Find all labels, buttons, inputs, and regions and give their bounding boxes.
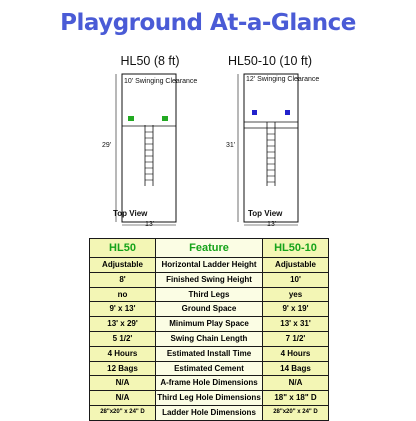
cell-hl50-10: 9' x 19'	[263, 302, 329, 317]
cell-hl50-10: 14 Bags	[263, 361, 329, 376]
cell-feature: Third Leg Hole Dimensions	[156, 391, 263, 406]
clearance-text-hl50: 10' Swinging Clearance	[124, 78, 198, 85]
view-text-hl50: Top View	[113, 209, 148, 218]
cell-feature: Ground Space	[156, 302, 263, 317]
cell-feature: Estimated Install Time	[156, 346, 263, 361]
table-row	[90, 287, 329, 302]
cell-hl50: Adjustable	[90, 258, 156, 273]
cell-hl50-10: 10'	[263, 272, 329, 287]
cell-hl50: N/A	[90, 391, 156, 406]
table-row	[90, 302, 329, 317]
header-hl50-10: HL50-10	[263, 239, 329, 258]
table-row	[90, 258, 329, 273]
cell-feature: Minimum Play Space	[156, 317, 263, 332]
view-text-hl50-10: Top View	[248, 209, 283, 218]
cell-hl50-10: 18" x 18" D	[263, 391, 329, 406]
clearance-text-hl50-10: 12' Swinging Clearance	[246, 76, 320, 83]
cell-feature: Ladder Hole Dimensions	[156, 405, 263, 420]
cell-hl50: 12 Bags	[90, 361, 156, 376]
table-row	[90, 346, 329, 361]
cell-hl50-10: 13' x 31'	[263, 317, 329, 332]
cell-feature: Horizontal Ladder Height	[156, 258, 263, 273]
plan-label-hl50: HL50 (8 ft)	[120, 54, 180, 68]
cell-hl50: no	[90, 287, 156, 302]
header-hl50: HL50	[90, 239, 156, 258]
cell-feature: A-frame Hole Dimensions	[156, 376, 263, 391]
table-row	[90, 405, 329, 420]
cell-hl50-10: Adjustable	[263, 258, 329, 273]
cell-hl50: 13' x 29'	[90, 317, 156, 332]
table-row	[90, 361, 329, 376]
depth-text-hl50: 29'	[102, 142, 112, 149]
table-row	[90, 272, 329, 287]
width-text-hl50-10: 13'	[267, 221, 277, 228]
table-header-row	[90, 239, 329, 258]
cell-hl50-10: 4 Hours	[263, 346, 329, 361]
page-title: Playground At-a-Glance	[60, 10, 356, 36]
table-row	[90, 331, 329, 346]
cell-feature: Third Legs	[156, 287, 263, 302]
cell-hl50-10: yes	[263, 287, 329, 302]
spec-table	[89, 238, 329, 421]
table-row	[90, 391, 329, 406]
plan-diagram-hl50	[100, 70, 200, 238]
cell-hl50-10: 7 1/2'	[263, 331, 329, 346]
cell-hl50-10: N/A	[263, 376, 329, 391]
cell-hl50: 28"x20" x 24" D	[90, 405, 156, 420]
depth-text-hl50-10: 31'	[226, 142, 236, 149]
header-feature: Feature	[156, 239, 263, 258]
plan-diagram-hl50-10	[222, 70, 322, 238]
cell-feature: Estimated Cement	[156, 361, 263, 376]
cell-hl50-10: 28"x20" x 24" D	[263, 405, 329, 420]
cell-hl50: 8'	[90, 272, 156, 287]
cell-hl50: 4 Hours	[90, 346, 156, 361]
cell-hl50: N/A	[90, 376, 156, 391]
cell-hl50: 9' x 13'	[90, 302, 156, 317]
width-text-hl50: 13'	[145, 221, 155, 228]
cell-hl50: 5 1/2'	[90, 331, 156, 346]
table-row	[90, 376, 329, 391]
cell-feature: Swing Chain Length	[156, 331, 263, 346]
plan-label-hl50-10: HL50-10 (10 ft)	[227, 54, 313, 68]
table-row	[90, 317, 329, 332]
cell-feature: Finished Swing Height	[156, 272, 263, 287]
